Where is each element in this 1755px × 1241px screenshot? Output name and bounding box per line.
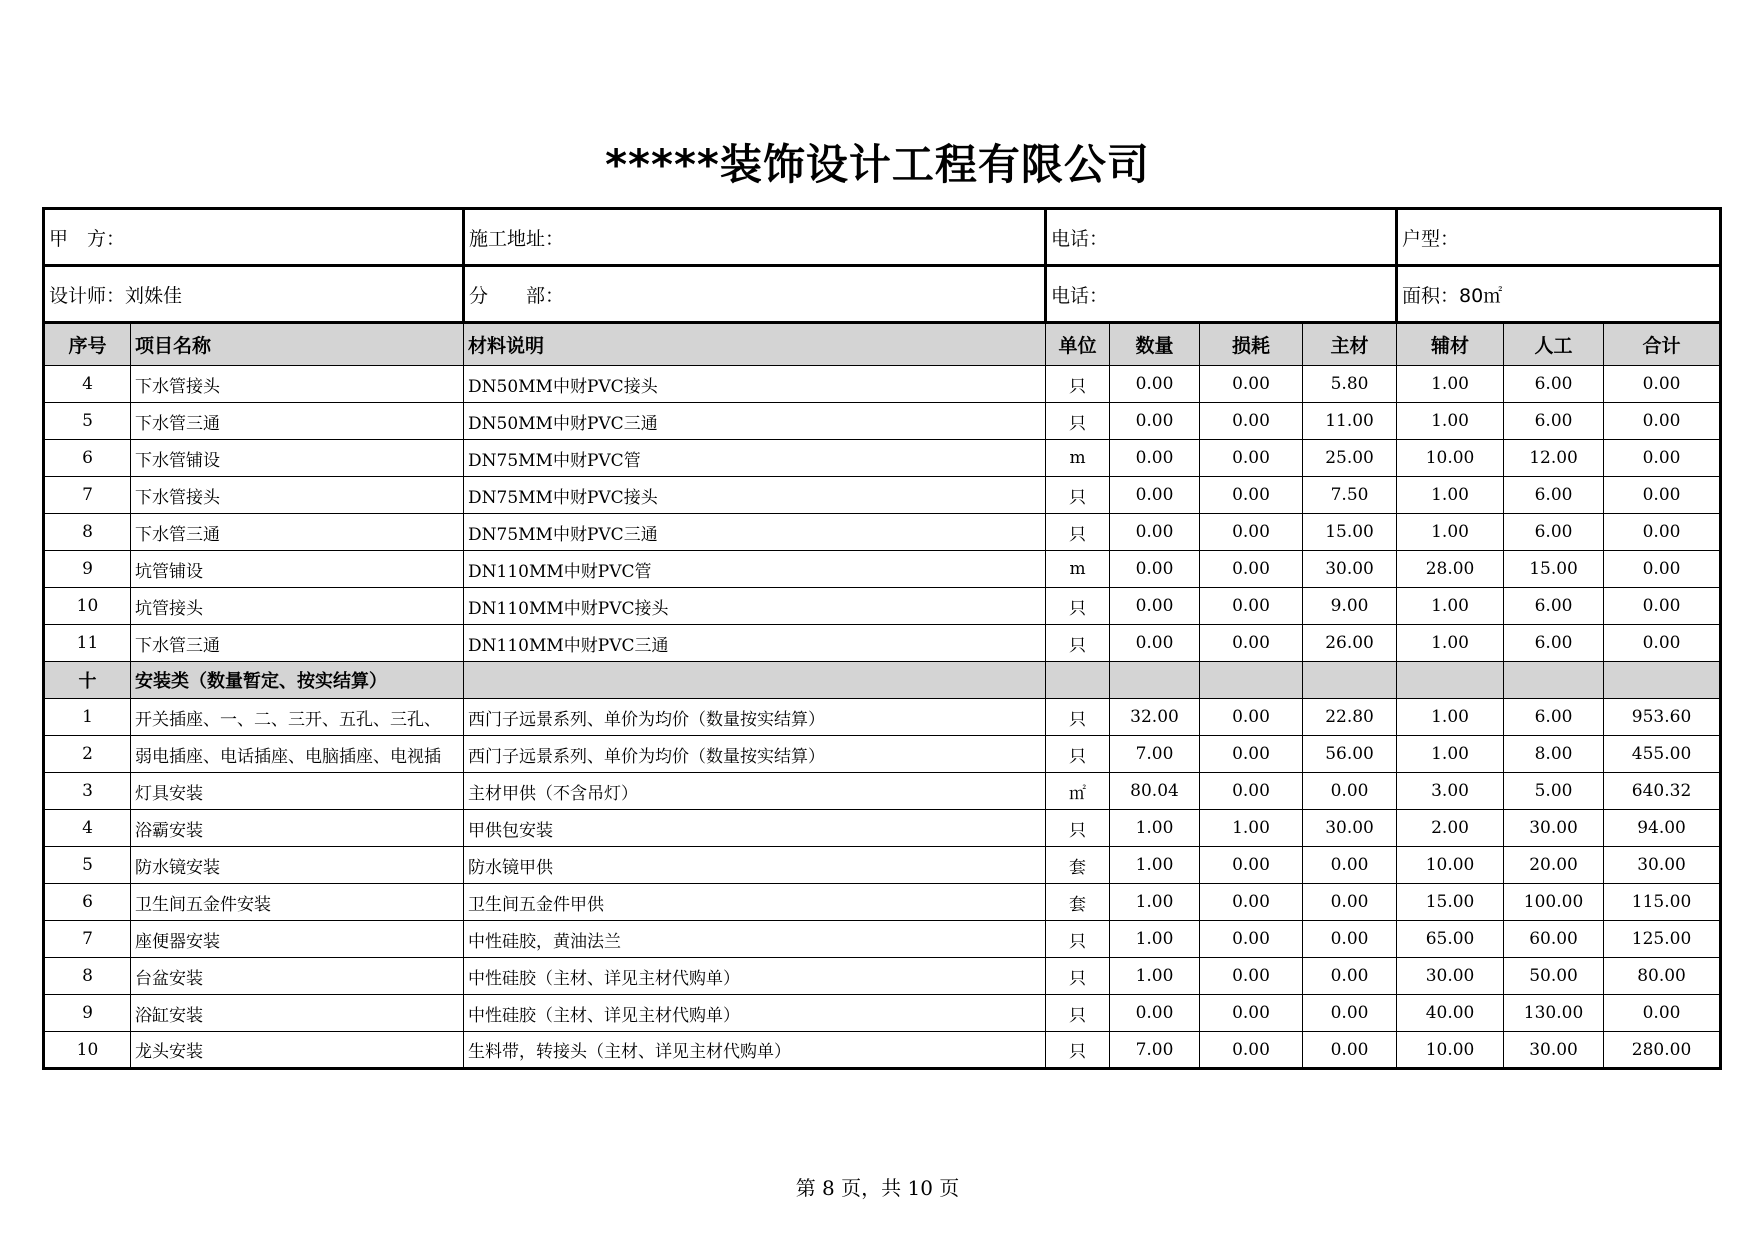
- cell-labor: 30.00: [1504, 1032, 1604, 1069]
- cell-loss: 0.00: [1200, 1032, 1303, 1069]
- table-row: [44, 625, 1721, 662]
- cell-unit: 只: [1046, 514, 1110, 551]
- header-material: 材料说明: [464, 323, 1046, 366]
- cell-main-material: 0.00: [1303, 847, 1397, 884]
- table-row: [44, 551, 1721, 588]
- cell-total: 0.00: [1604, 625, 1721, 662]
- cell-index: 5: [44, 403, 131, 440]
- info-row-1: [44, 209, 1721, 266]
- cell-labor: 6.00: [1504, 366, 1604, 403]
- cell-total: 125.00: [1604, 921, 1721, 958]
- cell-auxiliary: 1.00: [1397, 403, 1504, 440]
- table-row: [44, 588, 1721, 625]
- cell-main-material: 30.00: [1303, 810, 1397, 847]
- cell-material: DN110MM中财PVC管: [464, 551, 1046, 588]
- cell-index: 5: [44, 847, 131, 884]
- cell-material: DN75MM中财PVC管: [464, 440, 1046, 477]
- cell-main-material: 0.00: [1303, 773, 1397, 810]
- cell-main-material: 9.00: [1303, 588, 1397, 625]
- cell-index: 2: [44, 736, 131, 773]
- cell-auxiliary: 10.00: [1397, 847, 1504, 884]
- cell-item-name: 座便器安装: [131, 921, 464, 958]
- cell-labor: 15.00: [1504, 551, 1604, 588]
- cell-item-name: 下水管接头: [131, 366, 464, 403]
- section-name: 安装类（数量暂定、按实结算）: [131, 662, 464, 699]
- section-index: 十: [44, 662, 131, 699]
- cell-total: 0.00: [1604, 366, 1721, 403]
- section-empty-cell: [1604, 662, 1721, 699]
- cell-quantity: 0.00: [1110, 625, 1200, 662]
- cell-material: DN75MM中财PVC三通: [464, 514, 1046, 551]
- cell-unit: 只: [1046, 995, 1110, 1032]
- cell-material: 中性硅胶，黄油法兰: [464, 921, 1046, 958]
- cell-material: 生料带，转接头（主材、详见主材代购单）: [464, 1032, 1046, 1069]
- cell-index: 7: [44, 477, 131, 514]
- cell-item-name: 台盆安装: [131, 958, 464, 995]
- cell-loss: 0.00: [1200, 625, 1303, 662]
- header-item-name: 项目名称: [131, 323, 464, 366]
- header-unit: 单位: [1046, 323, 1110, 366]
- cell-index: 4: [44, 810, 131, 847]
- cell-auxiliary: 28.00: [1397, 551, 1504, 588]
- header-loss: 损耗: [1200, 323, 1303, 366]
- cell-labor: 130.00: [1504, 995, 1604, 1032]
- cell-loss: 0.00: [1200, 995, 1303, 1032]
- cell-main-material: 30.00: [1303, 551, 1397, 588]
- cell-index: 9: [44, 551, 131, 588]
- cell-loss: 0.00: [1200, 514, 1303, 551]
- cell-unit: 套: [1046, 847, 1110, 884]
- column-header-row: [44, 323, 1721, 366]
- cell-total: 455.00: [1604, 736, 1721, 773]
- designer-field: 设计师：刘姝佳: [44, 266, 464, 323]
- cell-labor: 50.00: [1504, 958, 1604, 995]
- section-empty-cell: [464, 662, 1046, 699]
- cell-auxiliary: 10.00: [1397, 440, 1504, 477]
- table-row: [44, 810, 1721, 847]
- cell-total: 30.00: [1604, 847, 1721, 884]
- cell-total: 0.00: [1604, 995, 1721, 1032]
- cell-quantity: 1.00: [1110, 921, 1200, 958]
- cell-unit: ㎡: [1046, 773, 1110, 810]
- cell-index: 8: [44, 514, 131, 551]
- cell-labor: 60.00: [1504, 921, 1604, 958]
- phone-field-2: 电话：: [1046, 266, 1397, 323]
- cell-item-name: 浴缸安装: [131, 995, 464, 1032]
- cell-auxiliary: 30.00: [1397, 958, 1504, 995]
- cell-quantity: 32.00: [1110, 699, 1200, 736]
- cell-item-name: 下水管铺设: [131, 440, 464, 477]
- table-row: [44, 699, 1721, 736]
- cell-material: 中性硅胶（主材、详见主材代购单）: [464, 958, 1046, 995]
- cell-item-name: 下水管三通: [131, 514, 464, 551]
- section-empty-cell: [1110, 662, 1200, 699]
- cell-unit: 只: [1046, 477, 1110, 514]
- cell-quantity: 1.00: [1110, 884, 1200, 921]
- cell-unit: 只: [1046, 810, 1110, 847]
- cell-auxiliary: 1.00: [1397, 588, 1504, 625]
- cell-main-material: 0.00: [1303, 958, 1397, 995]
- section-row: [44, 662, 1721, 699]
- cell-total: 280.00: [1604, 1032, 1721, 1069]
- cell-main-material: 15.00: [1303, 514, 1397, 551]
- cell-quantity: 1.00: [1110, 810, 1200, 847]
- cell-index: 7: [44, 921, 131, 958]
- table-row: [44, 440, 1721, 477]
- cell-index: 11: [44, 625, 131, 662]
- table-row: [44, 884, 1721, 921]
- cell-material: DN75MM中财PVC接头: [464, 477, 1046, 514]
- cell-loss: 0.00: [1200, 366, 1303, 403]
- cell-loss: 0.00: [1200, 440, 1303, 477]
- table-row: [44, 477, 1721, 514]
- cell-unit: 只: [1046, 625, 1110, 662]
- cell-auxiliary: 3.00: [1397, 773, 1504, 810]
- header-labor: 人工: [1504, 323, 1604, 366]
- cell-material: 中性硅胶（主材、详见主材代购单）: [464, 995, 1046, 1032]
- header-index: 序号: [44, 323, 131, 366]
- cell-total: 80.00: [1604, 958, 1721, 995]
- cell-index: 10: [44, 588, 131, 625]
- cell-index: 6: [44, 884, 131, 921]
- cell-loss: 0.00: [1200, 921, 1303, 958]
- cell-item-name: 下水管三通: [131, 403, 464, 440]
- cell-total: 953.60: [1604, 699, 1721, 736]
- cell-index: 3: [44, 773, 131, 810]
- table-row: [44, 1032, 1721, 1069]
- section-empty-cell: [1200, 662, 1303, 699]
- section-empty-cell: [1303, 662, 1397, 699]
- cell-material: DN110MM中财PVC接头: [464, 588, 1046, 625]
- area-field: 面积：80㎡: [1397, 266, 1721, 323]
- cell-index: 8: [44, 958, 131, 995]
- cell-quantity: 0.00: [1110, 366, 1200, 403]
- table-row: [44, 514, 1721, 551]
- header-quantity: 数量: [1110, 323, 1200, 366]
- cell-quantity: 1.00: [1110, 958, 1200, 995]
- cell-auxiliary: 1.00: [1397, 514, 1504, 551]
- cell-item-name: 开关插座、一、二、三开、五孔、三孔、: [131, 699, 464, 736]
- cell-material: DN110MM中财PVC三通: [464, 625, 1046, 662]
- phone-field: 电话：: [1046, 209, 1397, 266]
- cell-auxiliary: 2.00: [1397, 810, 1504, 847]
- cell-main-material: 56.00: [1303, 736, 1397, 773]
- cell-labor: 100.00: [1504, 884, 1604, 921]
- section-empty-cell: [1397, 662, 1504, 699]
- cell-main-material: 7.50: [1303, 477, 1397, 514]
- cell-labor: 12.00: [1504, 440, 1604, 477]
- cell-auxiliary: 1.00: [1397, 736, 1504, 773]
- cell-item-name: 灯具安装: [131, 773, 464, 810]
- quotation-table: [42, 207, 1722, 1070]
- cell-quantity: 0.00: [1110, 440, 1200, 477]
- cell-quantity: 0.00: [1110, 551, 1200, 588]
- header-auxiliary: 辅材: [1397, 323, 1504, 366]
- cell-material: 西门子远景系列、单价为均价（数量按实结算）: [464, 699, 1046, 736]
- page-title: *****装饰设计工程有限公司: [605, 140, 1150, 189]
- address-field: 施工地址：: [464, 209, 1046, 266]
- cell-quantity: 7.00: [1110, 1032, 1200, 1069]
- cell-quantity: 7.00: [1110, 736, 1200, 773]
- cell-unit: 只: [1046, 588, 1110, 625]
- cell-quantity: 0.00: [1110, 403, 1200, 440]
- cell-material: DN50MM中财PVC三通: [464, 403, 1046, 440]
- cell-material: 卫生间五金件甲供: [464, 884, 1046, 921]
- cell-material: 西门子远景系列、单价为均价（数量按实结算）: [464, 736, 1046, 773]
- cell-material: 甲供包安装: [464, 810, 1046, 847]
- cell-labor: 30.00: [1504, 810, 1604, 847]
- cell-unit: 只: [1046, 921, 1110, 958]
- table-row: [44, 847, 1721, 884]
- info-row-2: [44, 266, 1721, 323]
- cell-loss: 0.00: [1200, 403, 1303, 440]
- cell-loss: 0.00: [1200, 551, 1303, 588]
- cell-labor: 6.00: [1504, 477, 1604, 514]
- cell-quantity: 80.04: [1110, 773, 1200, 810]
- cell-main-material: 0.00: [1303, 995, 1397, 1032]
- cell-labor: 6.00: [1504, 403, 1604, 440]
- cell-auxiliary: 1.00: [1397, 366, 1504, 403]
- cell-loss: 0.00: [1200, 736, 1303, 773]
- cell-index: 10: [44, 1032, 131, 1069]
- cell-index: 4: [44, 366, 131, 403]
- cell-total: 94.00: [1604, 810, 1721, 847]
- cell-loss: 0.00: [1200, 884, 1303, 921]
- cell-item-name: 下水管接头: [131, 477, 464, 514]
- client-field: 甲 方：: [44, 209, 464, 266]
- cell-labor: 6.00: [1504, 588, 1604, 625]
- page-number: 第 8 页，共 10 页: [795, 1176, 960, 1200]
- cell-auxiliary: 65.00: [1397, 921, 1504, 958]
- cell-item-name: 龙头安装: [131, 1032, 464, 1069]
- cell-labor: 20.00: [1504, 847, 1604, 884]
- cell-main-material: 26.00: [1303, 625, 1397, 662]
- cell-auxiliary: 1.00: [1397, 625, 1504, 662]
- cell-unit: 只: [1046, 1032, 1110, 1069]
- cell-labor: 5.00: [1504, 773, 1604, 810]
- cell-main-material: 25.00: [1303, 440, 1397, 477]
- cell-main-material: 0.00: [1303, 884, 1397, 921]
- table-row: [44, 773, 1721, 810]
- cell-total: 640.32: [1604, 773, 1721, 810]
- table-row: [44, 736, 1721, 773]
- cell-unit: 只: [1046, 366, 1110, 403]
- cell-item-name: 浴霸安装: [131, 810, 464, 847]
- cell-total: 0.00: [1604, 551, 1721, 588]
- cell-main-material: 0.00: [1303, 921, 1397, 958]
- cell-unit: 只: [1046, 403, 1110, 440]
- cell-total: 0.00: [1604, 403, 1721, 440]
- cell-quantity: 0.00: [1110, 995, 1200, 1032]
- cell-total: 0.00: [1604, 588, 1721, 625]
- cell-quantity: 0.00: [1110, 514, 1200, 551]
- cell-item-name: 弱电插座、电话插座、电脑插座、电视插: [131, 736, 464, 773]
- cell-auxiliary: 40.00: [1397, 995, 1504, 1032]
- cell-item-name: 坑管接头: [131, 588, 464, 625]
- cell-item-name: 坑管铺设: [131, 551, 464, 588]
- section-empty-cell: [1504, 662, 1604, 699]
- cell-material: 防水镜甲供: [464, 847, 1046, 884]
- table-row: [44, 403, 1721, 440]
- cell-total: 0.00: [1604, 514, 1721, 551]
- cell-loss: 1.00: [1200, 810, 1303, 847]
- cell-main-material: 22.80: [1303, 699, 1397, 736]
- cell-unit: 套: [1046, 884, 1110, 921]
- table-row: [44, 366, 1721, 403]
- cell-item-name: 卫生间五金件安装: [131, 884, 464, 921]
- cell-main-material: 5.80: [1303, 366, 1397, 403]
- branch-field: 分 部：: [464, 266, 1046, 323]
- cell-index: 1: [44, 699, 131, 736]
- cell-auxiliary: 15.00: [1397, 884, 1504, 921]
- cell-loss: 0.00: [1200, 958, 1303, 995]
- cell-total: 115.00: [1604, 884, 1721, 921]
- cell-quantity: 1.00: [1110, 847, 1200, 884]
- cell-item-name: 防水镜安装: [131, 847, 464, 884]
- cell-unit: 只: [1046, 958, 1110, 995]
- cell-auxiliary: 1.00: [1397, 477, 1504, 514]
- cell-total: 0.00: [1604, 440, 1721, 477]
- cell-material: 主材甲供（不含吊灯）: [464, 773, 1046, 810]
- cell-quantity: 0.00: [1110, 477, 1200, 514]
- cell-quantity: 0.00: [1110, 588, 1200, 625]
- cell-loss: 0.00: [1200, 773, 1303, 810]
- cell-loss: 0.00: [1200, 847, 1303, 884]
- table-row: [44, 958, 1721, 995]
- cell-labor: 6.00: [1504, 699, 1604, 736]
- section-empty-cell: [1046, 662, 1110, 699]
- cell-unit: m: [1046, 440, 1110, 477]
- header-main-material: 主材: [1303, 323, 1397, 366]
- cell-auxiliary: 1.00: [1397, 699, 1504, 736]
- cell-total: 0.00: [1604, 477, 1721, 514]
- house-type-field: 户型：: [1397, 209, 1721, 266]
- cell-index: 6: [44, 440, 131, 477]
- cell-main-material: 0.00: [1303, 1032, 1397, 1069]
- header-total: 合计: [1604, 323, 1721, 366]
- cell-index: 9: [44, 995, 131, 1032]
- cell-main-material: 11.00: [1303, 403, 1397, 440]
- cell-auxiliary: 10.00: [1397, 1032, 1504, 1069]
- cell-unit: 只: [1046, 736, 1110, 773]
- table-row: [44, 921, 1721, 958]
- cell-material: DN50MM中财PVC接头: [464, 366, 1046, 403]
- cell-loss: 0.00: [1200, 477, 1303, 514]
- cell-labor: 8.00: [1504, 736, 1604, 773]
- cell-item-name: 下水管三通: [131, 625, 464, 662]
- cell-loss: 0.00: [1200, 588, 1303, 625]
- cell-labor: 6.00: [1504, 625, 1604, 662]
- table-row: [44, 995, 1721, 1032]
- cell-loss: 0.00: [1200, 699, 1303, 736]
- cell-unit: m: [1046, 551, 1110, 588]
- cell-labor: 6.00: [1504, 514, 1604, 551]
- cell-unit: 只: [1046, 699, 1110, 736]
